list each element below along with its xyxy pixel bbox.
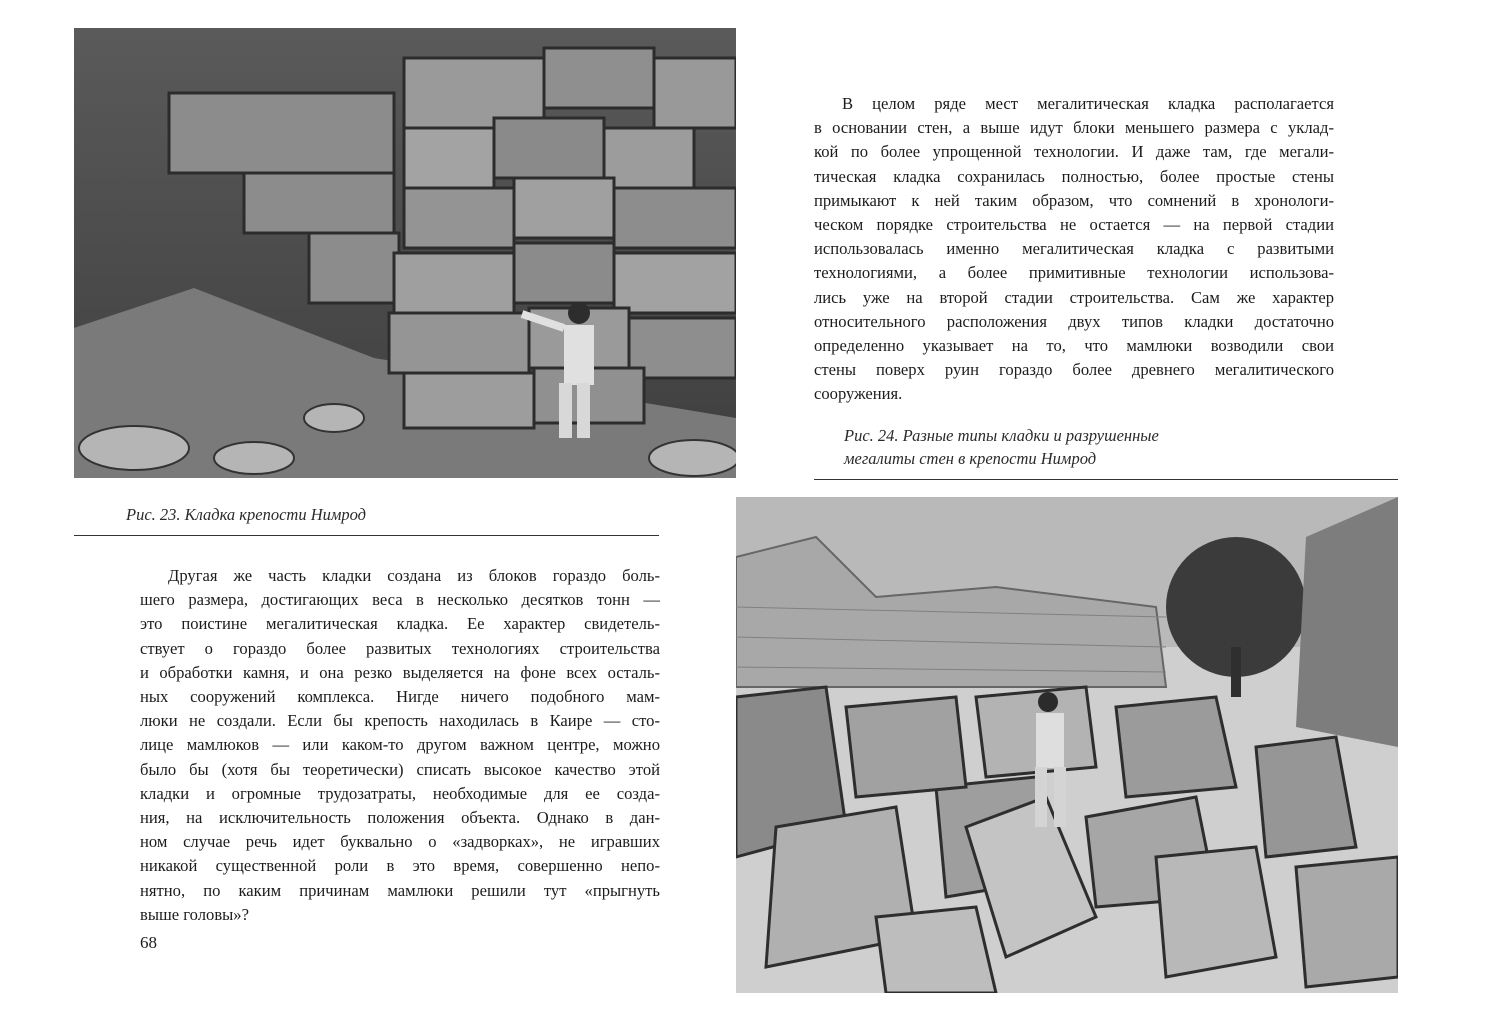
text-line: это поистине мегалитическая кладка. Ее характер свидетель- bbox=[140, 614, 660, 634]
text-line: относительного расположения двух типов кладки достаточно bbox=[814, 311, 1334, 331]
text-line: кой по более упрощенной технологии. И даже там, где мегали- bbox=[814, 142, 1334, 162]
text-line: тическая кладка сохранилась полностью, более простые стены bbox=[814, 166, 1334, 186]
figure-24-caption bbox=[844, 424, 1364, 470]
caption-divider-24 bbox=[814, 479, 1398, 480]
text-line: в основании стен, а выше идут блоки меньшего размера с уклад- bbox=[814, 118, 1334, 138]
text-line: люки не создали. Если бы крепость находилась в Каире — сто- bbox=[140, 711, 660, 731]
text-line: кладки и огромные трудозатраты, необходимые для ее созда- bbox=[140, 783, 660, 803]
left-column-paragraph bbox=[140, 564, 660, 927]
caption-line: Рис. 24. Разные типы кладки и разрушенные bbox=[844, 426, 1159, 445]
figure-24-photo bbox=[736, 497, 1398, 993]
text-line: использовалась именно мегалитическая кладка с развитыми bbox=[814, 239, 1334, 259]
fallen-megaliths-image bbox=[736, 497, 1398, 993]
text-line: нятно, по каким причинам мамлюки решили тут «прыгнуть bbox=[140, 880, 660, 900]
text-line: и обработки камня, и она резко выделяется на фоне всех осталь- bbox=[140, 662, 660, 682]
text-line: В целом ряде мест мегалитическая кладка располагается bbox=[842, 94, 1334, 113]
text-line: шего размера, достигающих веса в несколько десятков тонн — bbox=[140, 590, 660, 610]
text-line: лице мамлюков — или каком-то другом важном центре, можно bbox=[140, 735, 660, 755]
figure-23-photo bbox=[74, 28, 736, 478]
text-line: ствует о гораздо более развитых технологиях строительства bbox=[140, 638, 660, 658]
caption-line: мегалиты стен в крепости Нимрод bbox=[844, 449, 1097, 468]
caption-divider-23 bbox=[74, 535, 659, 536]
text-line: определенно указывает на то, что мамлюки возводили свои bbox=[814, 336, 1334, 356]
page-number: 68 bbox=[140, 933, 157, 952]
text-line: стены поверх руин гораздо более древнего мегалитического bbox=[814, 360, 1334, 380]
right-column-paragraph bbox=[814, 92, 1334, 407]
text-line: Другая же часть кладки создана из блоков гораздо боль- bbox=[168, 566, 660, 585]
text-line: было бы (хотя бы теоретически) списать высокое качество этой bbox=[140, 759, 660, 779]
text-line: ния, на исключительность положения объекта. Однако в дан- bbox=[140, 808, 660, 828]
text-line: ных сооружений комплекса. Нигде ничего подобного мам- bbox=[140, 687, 660, 707]
text-line: ческом порядке строительства не остается — на первой стадии bbox=[814, 215, 1334, 235]
text-line: технологиями, а более примитивные технологии использова- bbox=[814, 263, 1334, 283]
text-line: сооружения. bbox=[814, 384, 903, 404]
text-line: выше головы»? bbox=[140, 904, 249, 924]
stone-wall-image bbox=[74, 28, 736, 478]
text-line: ном случае речь идет буквально о «задворках», не игравших bbox=[140, 832, 660, 852]
text-line: лись уже на второй стадии строительства. Сам же характер bbox=[814, 287, 1334, 307]
text-line: примыкают к ней таким образом, что сомнений в хронологи- bbox=[814, 190, 1334, 210]
text-line: никакой существенной роли в это время, совершенно непо- bbox=[140, 856, 660, 876]
figure-23-caption: Рис. 23. Кладка крепости Нимрод bbox=[126, 505, 367, 524]
